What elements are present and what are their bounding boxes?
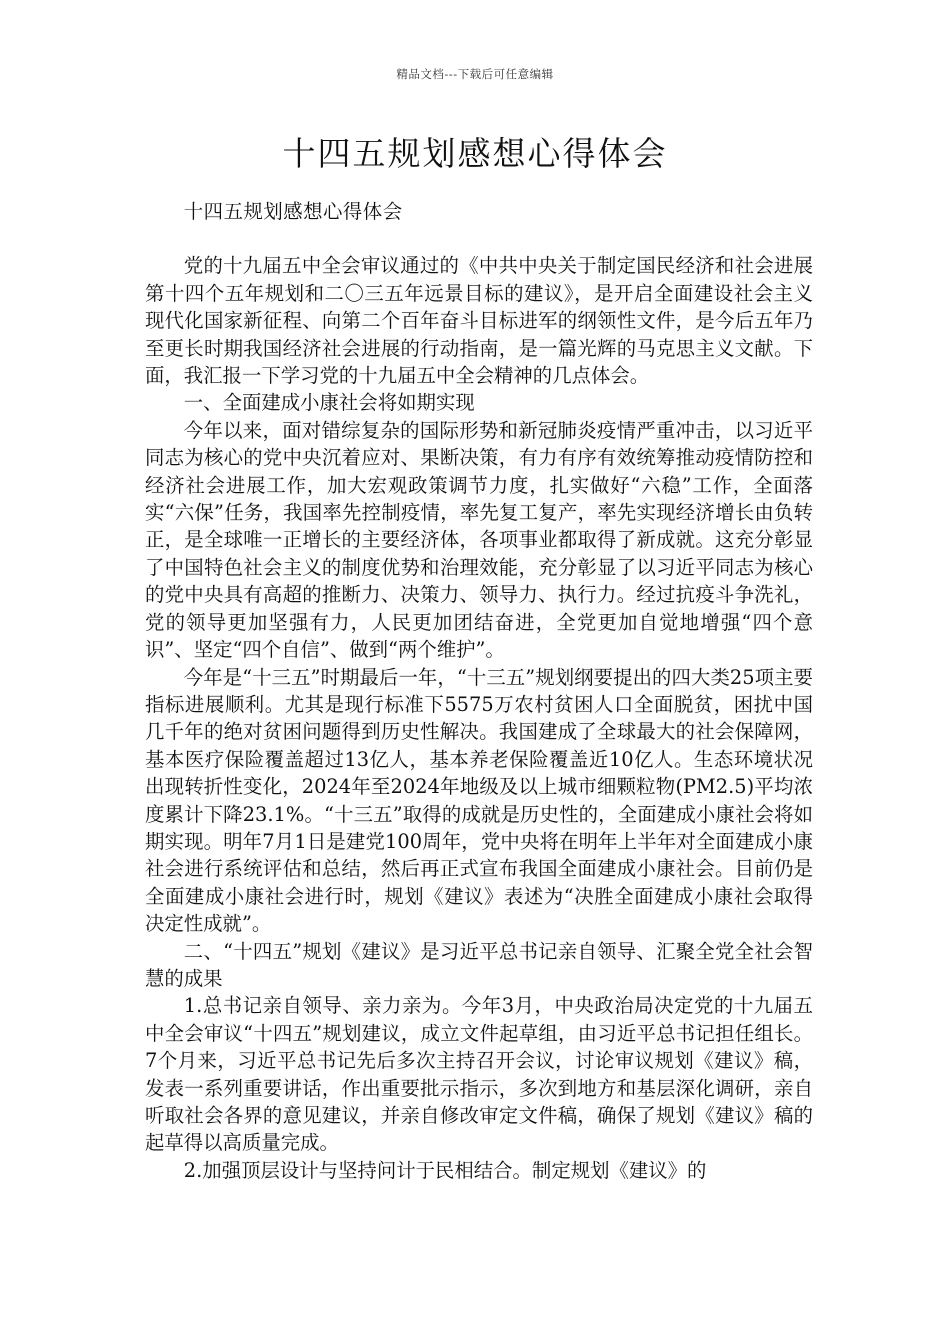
document-body: [145, 198, 813, 1184]
paragraph: 今年以来，面对错综复杂的国际形势和新冠肺炎疫情严重冲击，以习近平同志为核心的党中央沉着应对、果断决策，有力有序有效统筹推动疫情防控和经济社会进展工作，加大宏观政策调节力度，扎实做好“六稳”工作，全面落实“六保”任务，我国率先控制疫情，率先复工复产，率先实现经济增长由负转正，是全球唯一正增长的主要经济体，各项事业都取得了新成就。这充分彰显了中国特色社会主义的制度优势和治理效能，充分彰显了以习近平同志为核心的党中央具有高超的推断力、决策力、领导力、执行力。经过抗疫斗争洗礼，党的领导更加坚强有力，人民更加团结奋进，全党更加自觉地增强“四个意识”、坚定“四个自信”、做到“两个维护”。: [145, 418, 813, 662]
paragraph: 2.加强顶层设计与坚持问计于民相结合。制定规划《建议》的: [183, 1158, 707, 1182]
paragraph-intro: 党的十九届五中全会审议通过的《中共中央关于制定国民经济和社会进展第十四个五年规划和二〇三五年远景目标的建议》，是开启全面建设社会主义现代化国家新征程、向第二个百年奋斗目标进军的纲领性文件，是今后五年乃至更长时期我国经济社会进展的行动指南，是一篇光辉的马克思主义文献。下面，我汇报一下学习党的十九届五中全会精神的几点体会。: [145, 254, 813, 388]
paragraph: 今年是“十三五”时期最后一年，“十三五”规划纲要提出的四大类25项主要指标进展顺利。尤其是现行标准下5575万农村贫困人口全面脱贫，困扰中国几千年的绝对贫困问题得到历史性解决。我国建成了全球最大的社会保障网，基本医疗保险覆盖超过13亿人，基本养老保险覆盖近10亿人。生态环境状况出现转折性变化，2024年至2024年地级及以上城市细颗粒物(PM2.5)平均浓度累计下降23.1%。“十三五”取得的成就是历史性的，全面建成小康社会将如期实现。明年7月1日是建党100周年，党中央将在明年上半年对全面建成小康社会进行系统评估和总结，然后再正式宣布我国全面建成小康社会。目前仍是全面建成小康社会进行时，规划《建议》表述为“决胜全面建成小康社会取得决定性成就”。: [145, 665, 813, 936]
document-subtitle: 十四五规划感想心得体会: [183, 200, 403, 223]
paragraph: 1.总书记亲自领导、亲力亲为。今年3月，中央政治局决定党的十九届五中全会审议“十四五”规划建议，成立文件起草组，由习近平总书记担任组长。7个月来，习近平总书记先后多次主持召开会议，讨论审议规划《建议》稿，发表一系列重要讲话，作出重要批示指示，多次到地方和基层深化调研，亲自听取社会各界的意见建议，并亲自修改审定文件稿，确保了规划《建议》稿的起草得以高质量完成。: [145, 994, 813, 1155]
section-heading-2: 二、“十四五”规划《建议》是习近平总书记亲自领导、汇聚全党全社会智慧的成果: [145, 939, 813, 990]
page-header: 精品文档---下载后可任意编辑: [396, 67, 554, 81]
document-title: 十四五规划感想心得体会: [282, 134, 668, 173]
section-heading-1: 一、全面建成小康社会将如期实现: [183, 391, 475, 415]
